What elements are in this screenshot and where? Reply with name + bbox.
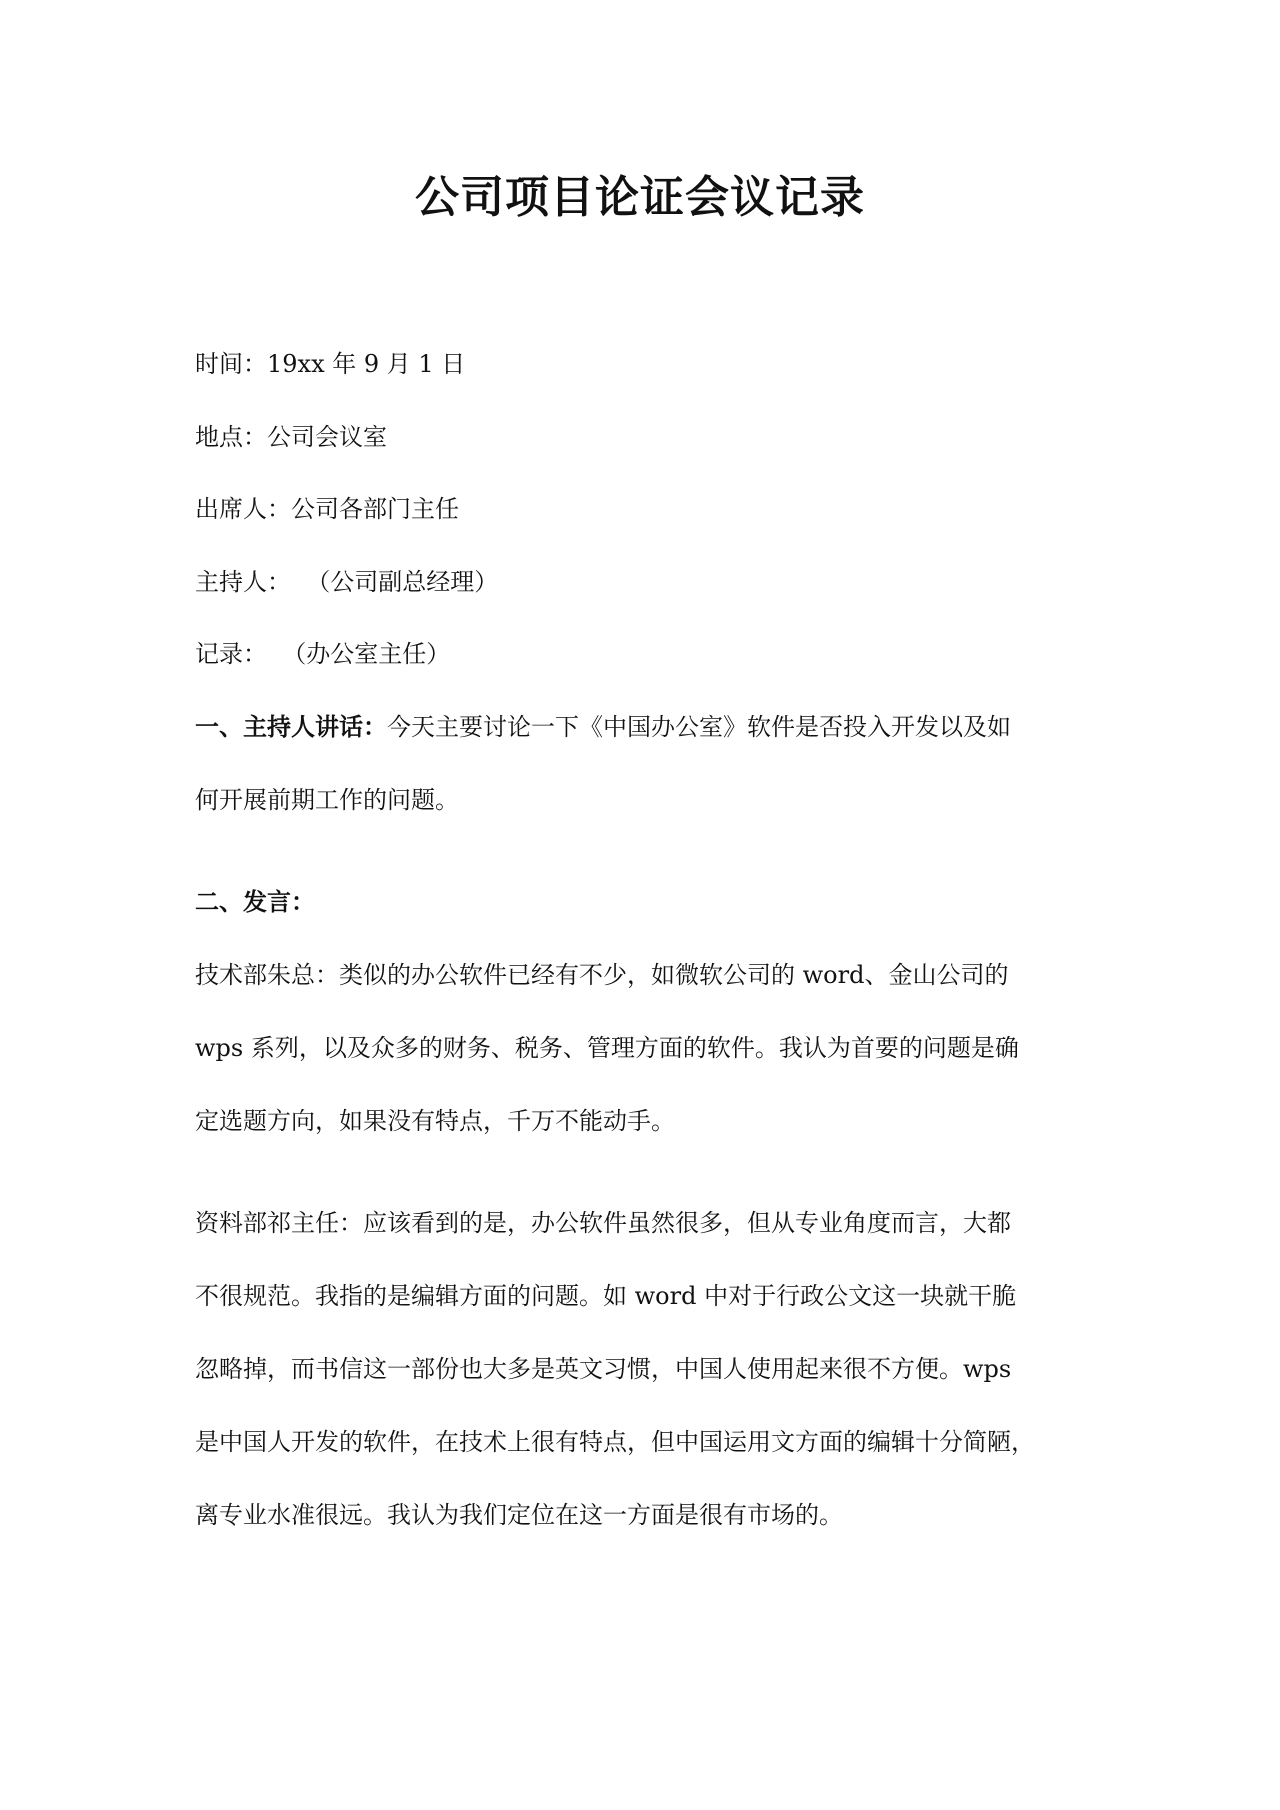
section1-text-1: 今天主要讨论一下《中国办公室》软件是否投入开发以及如 bbox=[387, 713, 1011, 741]
meta-time bbox=[195, 347, 465, 381]
speech2-line-3: 忽略掉，而书信这一部份也大多是英文习惯，中国人使用起来很不方便。wps bbox=[195, 1355, 1012, 1383]
speech1-line-2: wps 系列，以及众多的财务、税务、管理方面的软件。我认为首要的问题是确 bbox=[195, 1034, 1019, 1062]
section2-heading: 二、发言： bbox=[195, 888, 315, 916]
meta-time-label: 时间： bbox=[195, 350, 267, 378]
speech1-line-1: 技术部朱总：类似的办公软件已经有不少，如微软公司的 word、金山公司的 bbox=[195, 961, 1009, 989]
meta-host-value: （公司副总经理） bbox=[306, 568, 499, 596]
section1-line-1 bbox=[195, 710, 1011, 744]
meta-place bbox=[195, 420, 387, 454]
speech1-line-3: 定选题方向，如果没有特点，千万不能动手。 bbox=[195, 1107, 675, 1135]
speech2-line-4: 是中国人开发的软件，在技术上很有特点，但中国运用文方面的编辑十分简陋， bbox=[195, 1428, 1035, 1456]
meta-attendees bbox=[195, 492, 459, 526]
section1-line-2: 何开展前期工作的问题。 bbox=[195, 786, 459, 814]
speech2-line-2: 不很规范。我指的是编辑方面的问题。如 word 中对于行政公文这一块就干脆 bbox=[195, 1282, 1017, 1310]
meta-time-value: 19xx 年 9 月 1 日 bbox=[267, 350, 466, 378]
meta-host bbox=[195, 565, 498, 599]
document-title: 公司项目论证会议记录 bbox=[415, 172, 865, 223]
meta-host-label: 主持人： bbox=[195, 568, 291, 596]
speech2-line-1: 资料部祁主任：应该看到的是，办公软件虽然很多，但从专业角度而言，大都 bbox=[195, 1209, 1011, 1237]
meta-place-label: 地点： bbox=[195, 423, 267, 451]
meta-recorder bbox=[195, 637, 450, 671]
meta-attendees-label: 出席人： bbox=[195, 495, 291, 523]
meta-place-value: 公司会议室 bbox=[267, 423, 387, 451]
meta-recorder-label: 记录： bbox=[195, 640, 267, 668]
meta-attendees-value: 公司各部门主任 bbox=[291, 495, 459, 523]
section1-heading: 一、主持人讲话： bbox=[195, 713, 387, 741]
meta-recorder-value: （办公室主任） bbox=[282, 640, 451, 668]
speech2-line-5: 离专业水准很远。我认为我们定位在这一方面是很有市场的。 bbox=[195, 1501, 843, 1529]
